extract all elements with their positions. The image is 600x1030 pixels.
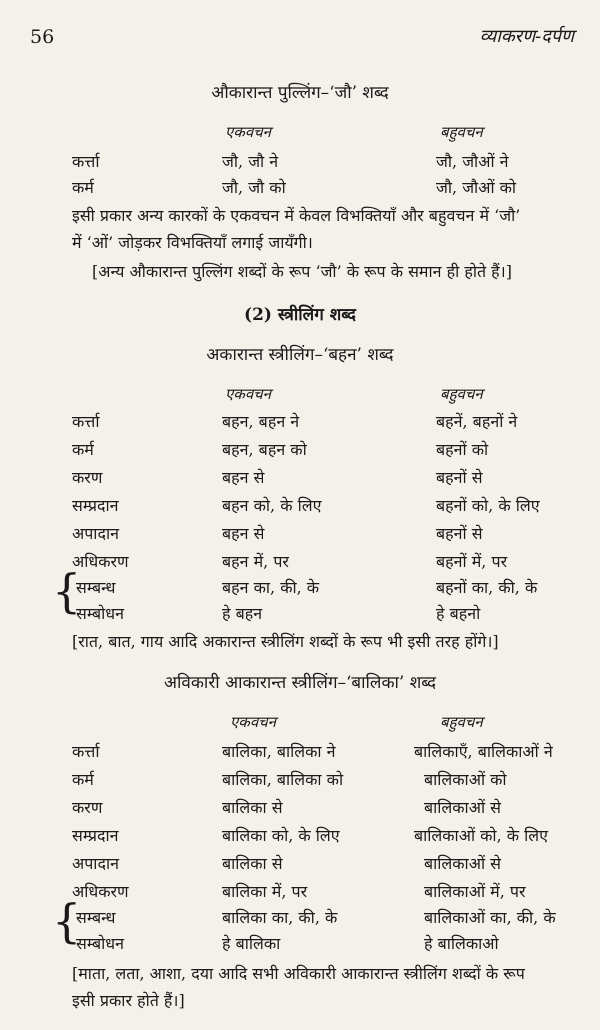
singular-form: जौ, जौ को [222, 178, 286, 197]
plural-header: बहुवचन [440, 713, 483, 731]
case-label: सम्बन्ध [76, 578, 116, 597]
singular-form: बहन से [222, 468, 265, 487]
singular-form: बालिका से [222, 798, 283, 817]
case-label: सम्प्रदान [72, 826, 119, 845]
curly-brace: { [52, 894, 82, 948]
paragraph-line: में ‘ओं’ जोड़कर विभक्तियाँ लगाई जायँगी। [72, 233, 313, 252]
plural-form: बहनों को [436, 440, 489, 459]
case-label: अपादान [72, 854, 119, 873]
plural-form: हे बहनो [436, 604, 481, 623]
singular-form: हे बालिका [222, 934, 281, 953]
paragraph-line: इसी प्रकार अन्य कारकों के एकवचन में केवल विभक्तियाँ और बहुवचन में ‘जौ’ [72, 206, 521, 225]
plural-form: बहनें, बहनों ने [436, 412, 518, 431]
case-label: अधिकरण [72, 882, 129, 901]
singular-form: बालिका से [222, 854, 283, 873]
singular-form: हे बहन [222, 604, 263, 623]
plural-form: जौ, जौओं को [436, 178, 517, 197]
plural-form: बहनों को, के लिए [436, 496, 540, 515]
singular-form: बहन का, की, के [222, 578, 320, 597]
plural-form: बालिकाओं से [424, 854, 501, 873]
plural-form: बहनों से [436, 468, 483, 487]
case-label: सम्बोधन [76, 934, 125, 953]
singular-form: बहन, बहन को [222, 440, 307, 459]
case-label: करण [72, 798, 103, 817]
plural-form: बहनों का, की, के [436, 578, 538, 597]
singular-form: बालिका में, पर [222, 882, 308, 901]
plural-form: बालिकाओं को [424, 770, 507, 789]
plural-form: हे बालिकाओ [424, 934, 499, 953]
curly-brace: { [52, 564, 82, 618]
singular-form: जौ, जौ ने [222, 152, 279, 171]
case-label: कर्म [72, 178, 94, 197]
case-label: अधिकरण [72, 552, 129, 571]
plural-form: जौ, जौओं ने [436, 152, 509, 171]
singular-form: बालिका, बालिका ने [222, 742, 336, 761]
case-label: सम्बन्ध [76, 908, 116, 927]
singular-header: एकवचन [230, 713, 277, 731]
singular-header: एकवचन [225, 385, 272, 403]
bracket-note: [अन्य औकारान्त पुल्लिंग शब्दों के रूप ‘जौ’ के रूप के समान ही होते हैं।] [92, 262, 512, 281]
plural-header: बहुवचन [440, 385, 483, 403]
section-heading-feminine: (2) स्त्रीलिंग शब्द [244, 305, 356, 325]
section-title-balika: अविकारी आकारान्त स्त्रीलिंग–‘बालिका’ शब्द [164, 673, 436, 693]
section-title-bahan: अकारान्त स्त्रीलिंग–‘बहन’ शब्द [206, 345, 394, 365]
case-label: कर्त्ता [72, 742, 100, 761]
section-title-jau: औकारान्त पुल्लिंग–‘जौ’ शब्द [211, 83, 389, 103]
plural-header: बहुवचन [440, 123, 483, 141]
case-label: कर्त्ता [72, 152, 100, 171]
singular-form: बहन, बहन ने [222, 412, 300, 431]
plural-form: बालिकाओं में, पर [424, 882, 526, 901]
singular-form: बहन में, पर [222, 552, 289, 571]
plural-form: बहनों में, पर [436, 552, 508, 571]
page-number: 56 [30, 26, 55, 48]
plural-form: बालिकाओं का, की, के [424, 908, 556, 927]
singular-form: बालिका का, की, के [222, 908, 338, 927]
case-label: सम्प्रदान [72, 496, 119, 515]
plural-form: बहनों से [436, 524, 483, 543]
bracket-note: [रात, बात, गाय आदि अकारान्त स्त्रीलिंग शब्दों के रूप भी इसी तरह होंगे।] [72, 632, 499, 651]
case-label: कर्त्ता [72, 412, 100, 431]
bracket-note: [माता, लता, आशा, दया आदि सभी अविकारी आकारान्त स्त्रीलिंग शब्दों के रूप [72, 964, 525, 983]
singular-form: बहन से [222, 524, 265, 543]
running-title: व्याकरण-दर्पण [479, 26, 574, 47]
singular-header: एकवचन [225, 123, 272, 141]
case-label: सम्बोधन [76, 604, 125, 623]
bracket-note: इसी प्रकार होते हैं।] [72, 991, 185, 1010]
case-label: कर्म [72, 770, 94, 789]
plural-form: बालिकाओं से [424, 798, 501, 817]
singular-form: बालिका, बालिका को [222, 770, 344, 789]
singular-form: बहन को, के लिए [222, 496, 322, 515]
singular-form: बालिका को, के लिए [222, 826, 340, 845]
case-label: कर्म [72, 440, 94, 459]
case-label: अपादान [72, 524, 119, 543]
case-label: करण [72, 468, 103, 487]
plural-form: बालिकाओं को, के लिए [414, 826, 548, 845]
plural-form: बालिकाएँ, बालिकाओं ने [414, 742, 553, 761]
